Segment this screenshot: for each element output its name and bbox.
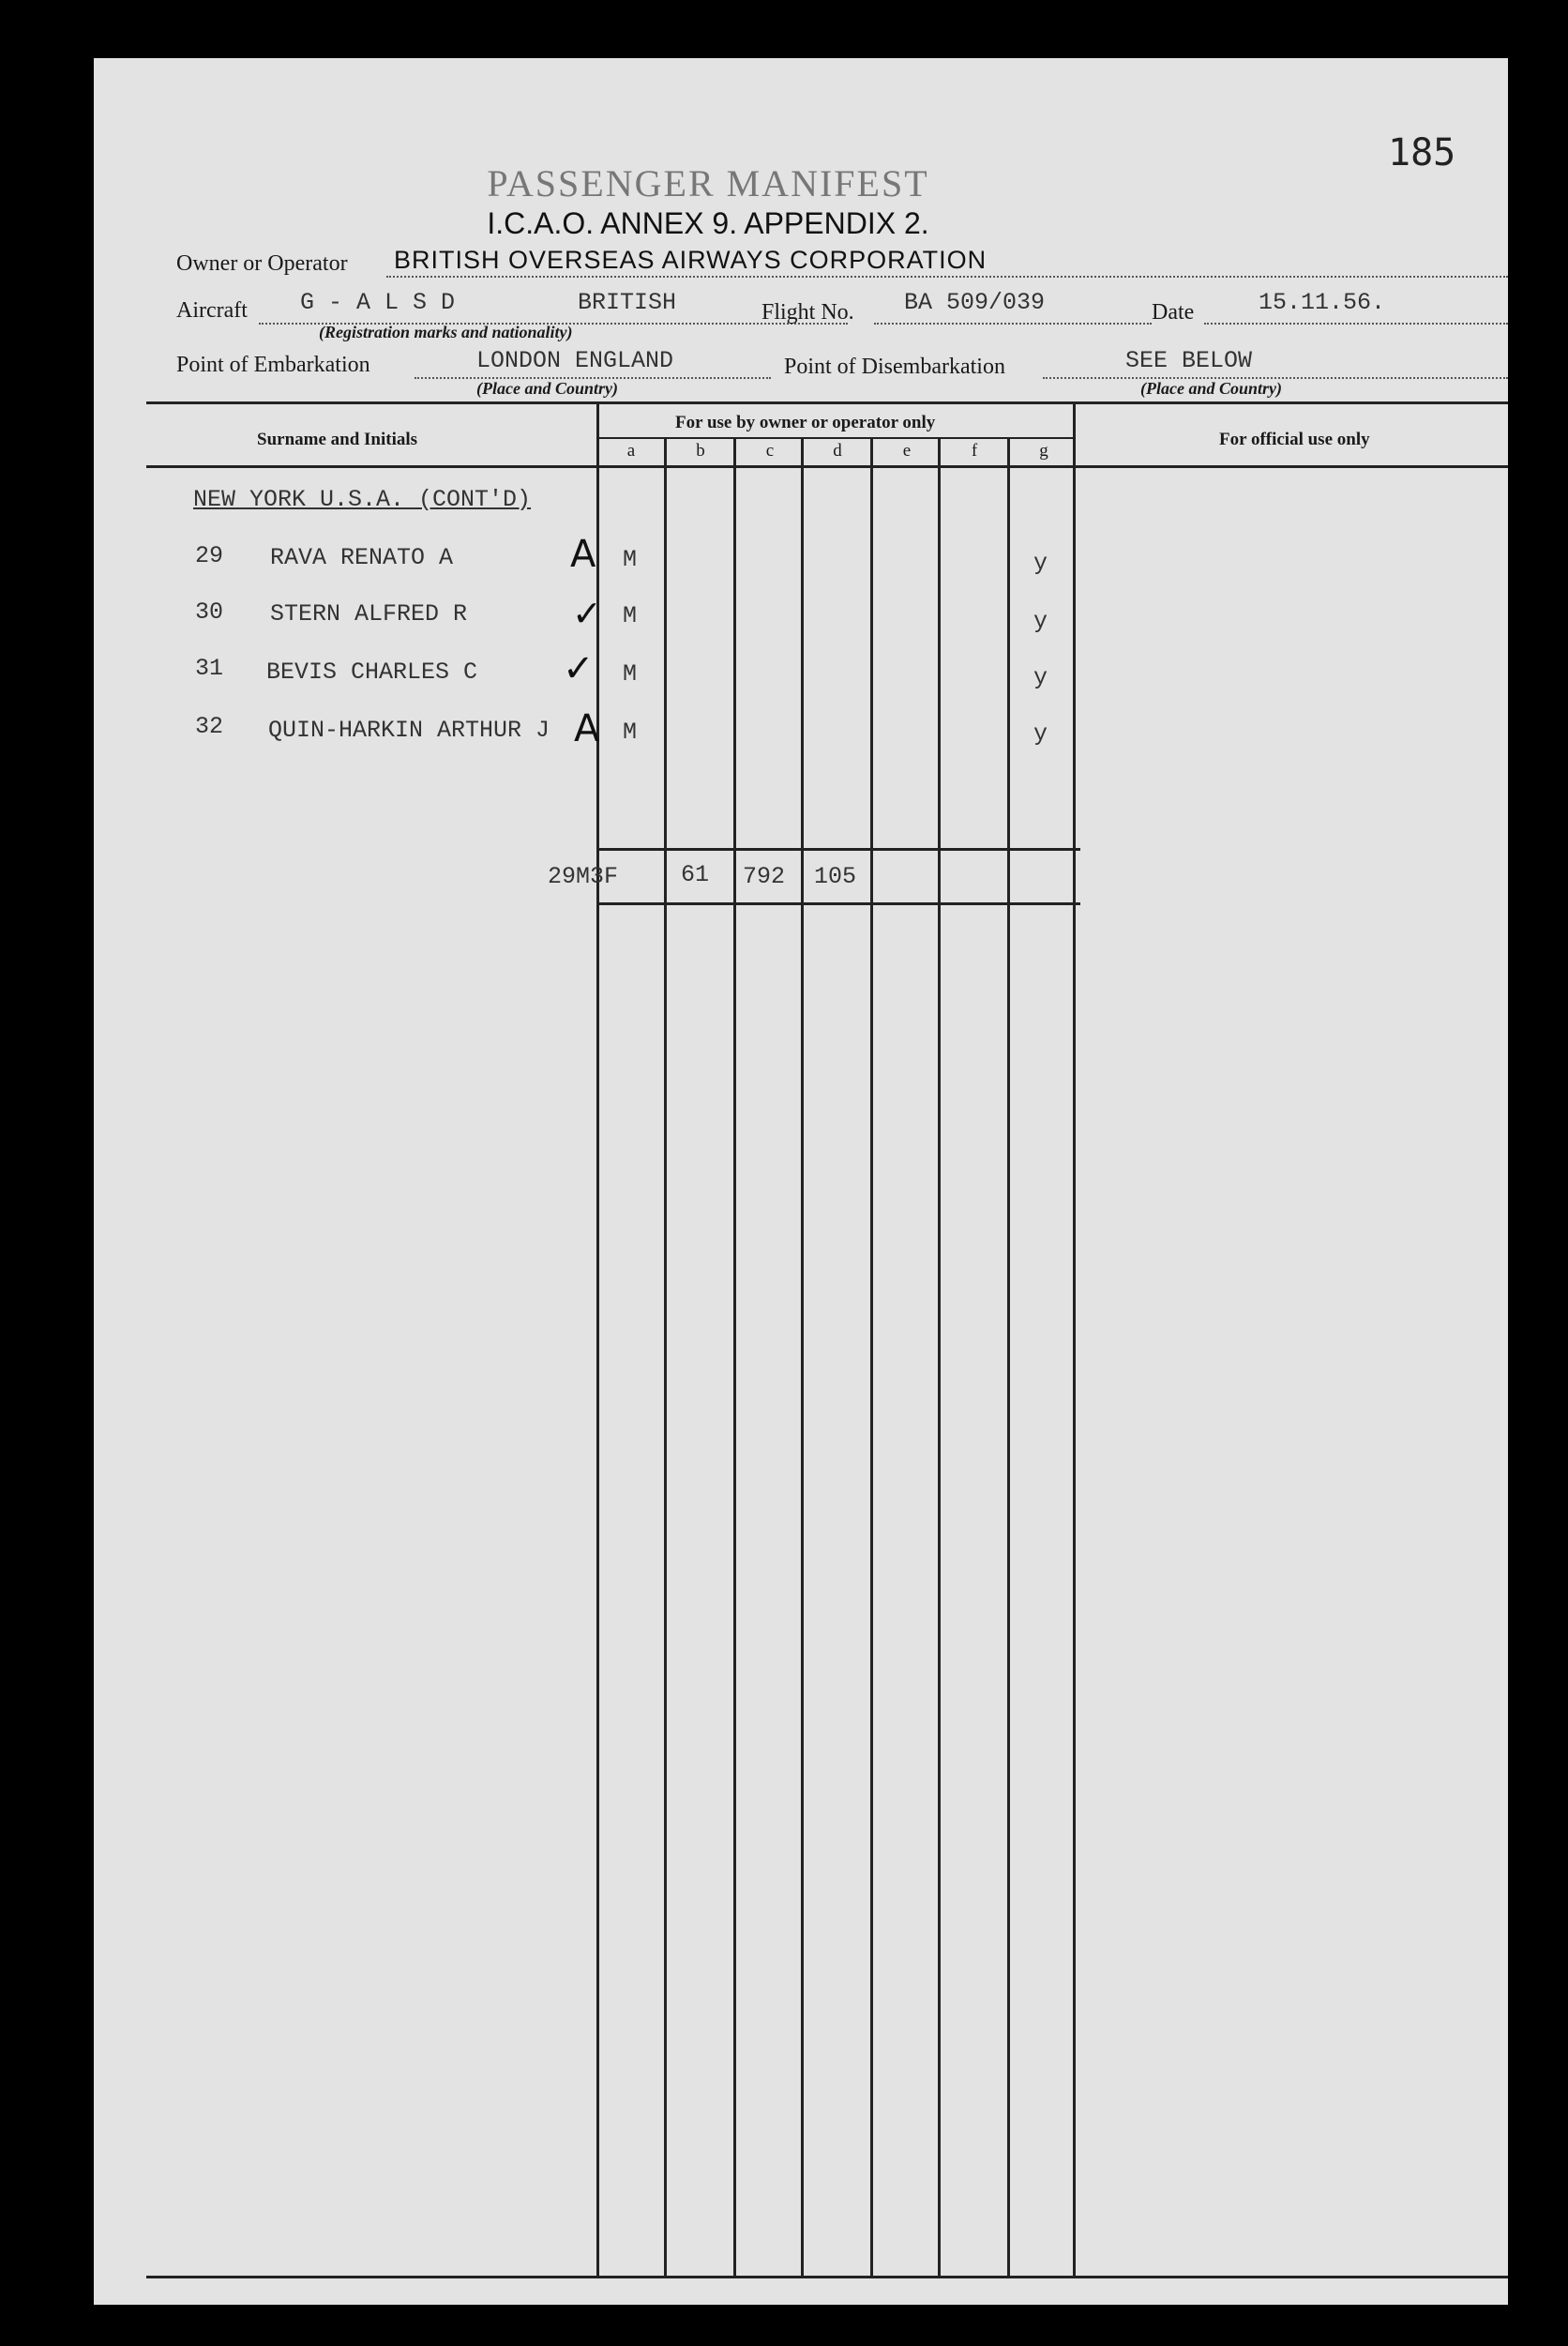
aircraft-nationality: BRITISH xyxy=(578,289,677,316)
aircraft-hint: (Registration marks and nationality) xyxy=(319,323,573,341)
handwritten-mark: ✓ xyxy=(563,647,595,690)
aircraft-label: Aircraft xyxy=(176,298,248,323)
col-divider-c xyxy=(801,437,804,2278)
handwritten-mark: A xyxy=(570,533,596,576)
col-surname-header: Surname and Initials xyxy=(257,430,418,449)
cell-g: y xyxy=(1033,550,1048,577)
disembarkation-hint: (Place and Country) xyxy=(1140,379,1282,398)
cell-g: y xyxy=(1033,608,1048,635)
handwritten-mark: ✓ xyxy=(572,593,602,634)
owner-dotline xyxy=(386,276,1508,278)
date-value: 15.11.56. xyxy=(1259,289,1386,316)
disembarkation-value: SEE BELOW xyxy=(1125,347,1253,374)
disembarkation-label: Point of Disembarkation xyxy=(784,355,1005,379)
table-bottom-rule xyxy=(146,2276,1508,2278)
passenger-name: STERN ALFRED R xyxy=(270,600,468,628)
cell-g: y xyxy=(1033,664,1048,691)
col-official-header: For official use only xyxy=(1219,430,1370,449)
subcol-b: b xyxy=(696,441,705,461)
row-number: 29 xyxy=(195,542,224,569)
total-b: 61 xyxy=(681,861,710,888)
page-number: 185 xyxy=(1388,131,1456,174)
passenger-name: BEVIS CHARLES C xyxy=(266,658,478,686)
row-number: 31 xyxy=(195,655,224,682)
flight-dotline xyxy=(874,323,1152,325)
embarkation-hint: (Place and Country) xyxy=(476,379,618,398)
flight-value: BA 509/039 xyxy=(904,289,1046,316)
col-divider-b xyxy=(733,437,736,2278)
cell-a: M xyxy=(623,660,638,688)
subcol-a: a xyxy=(626,441,636,461)
passenger-name: QUIN-HARKIN ARTHUR J xyxy=(268,717,550,744)
table-header-rule xyxy=(146,465,1508,468)
manifest-page xyxy=(94,58,1508,2305)
document-subtitle: I.C.A.O. ANNEX 9. APPENDIX 2. xyxy=(487,206,929,240)
cell-a: M xyxy=(623,546,638,573)
handwritten-mark: A xyxy=(574,707,600,750)
owner-label: Owner or Operator xyxy=(176,251,348,276)
owner-group-rule xyxy=(598,437,1075,439)
subcol-e: e xyxy=(902,441,912,461)
date-label: Date xyxy=(1152,300,1195,325)
col-divider-f xyxy=(1007,437,1010,2278)
subcol-f: f xyxy=(971,441,978,461)
section-heading: NEW YORK U.S.A. (CONT'D) xyxy=(193,486,532,513)
row-number: 32 xyxy=(195,713,224,740)
col-divider-a xyxy=(664,437,667,2278)
cell-g: y xyxy=(1033,720,1048,748)
document-title: PASSENGER MANIFEST xyxy=(487,162,929,204)
aircraft-registration: G - A L S D xyxy=(300,289,456,316)
owner-value: BRITISH OVERSEAS AIRWAYS CORPORATION xyxy=(394,246,988,274)
col-owner-group-header: For use by owner or operator only xyxy=(675,413,936,432)
embarkation-label: Point of Embarkation xyxy=(176,353,370,377)
totals-label: 29M3F xyxy=(548,863,619,890)
col-divider-surname xyxy=(596,401,599,2278)
col-divider-g xyxy=(1073,401,1076,2278)
passenger-name: RAVA RENATO A xyxy=(270,544,454,571)
col-divider-e xyxy=(938,437,941,2278)
flight-label: Flight No. xyxy=(761,300,854,325)
subcol-d: d xyxy=(833,441,842,461)
table-top-rule xyxy=(146,401,1508,404)
total-c: 792 xyxy=(743,863,786,890)
total-d: 105 xyxy=(814,863,857,890)
col-divider-d xyxy=(870,437,873,2278)
cell-a: M xyxy=(623,719,638,746)
cell-a: M xyxy=(623,602,638,629)
date-dotline xyxy=(1204,323,1508,325)
subcol-c: c xyxy=(765,441,775,461)
subcol-g: g xyxy=(1039,441,1048,461)
embarkation-value: LONDON ENGLAND xyxy=(476,347,674,374)
totals-bottom-rule xyxy=(596,902,1080,905)
totals-top-rule xyxy=(596,848,1080,851)
row-number: 30 xyxy=(195,598,224,626)
